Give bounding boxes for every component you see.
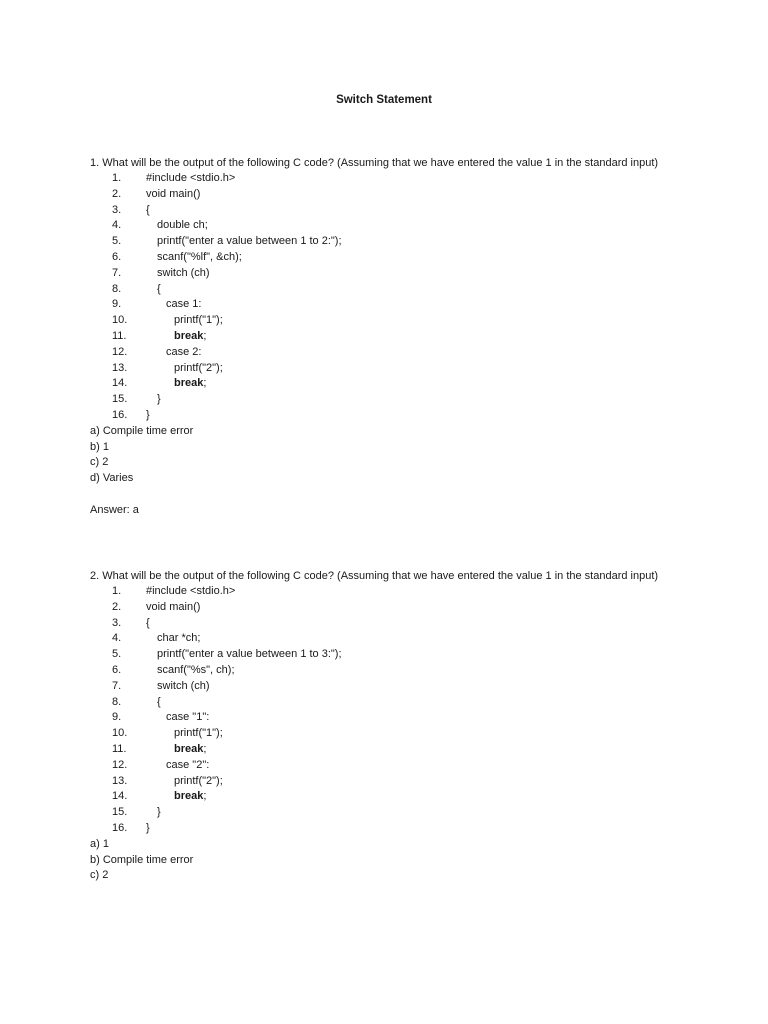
- code-line: 16. }: [112, 408, 150, 421]
- code-line: 5. printf("enter a value between 1 to 2:");: [112, 235, 342, 248]
- code-line: 7. switch (ch): [112, 679, 210, 692]
- code-line: 9. case 1:: [112, 298, 202, 311]
- question-text: 1. What will be the output of the following C code? (Assuming that we have entered the value 1 in the standard input): [90, 157, 659, 169]
- option-a: a) Compile time error: [90, 424, 194, 437]
- code-line: 15. }: [112, 806, 161, 819]
- code-line: 16. }: [112, 821, 150, 834]
- code-line: 13. printf("2");: [112, 774, 223, 787]
- question-2: [90, 568, 670, 884]
- option-d: d) Varies: [90, 472, 134, 485]
- code-line: 4. char *ch;: [112, 632, 201, 645]
- question-1: [90, 155, 670, 519]
- code-line: 8. {: [112, 695, 161, 708]
- code-line: 3. {: [112, 203, 150, 216]
- code-line: 14. break;: [112, 377, 207, 390]
- code-line: 9. case "1":: [112, 711, 210, 724]
- code-line: 7. switch (ch): [112, 266, 210, 279]
- code-line: 11. break;: [112, 742, 207, 755]
- code-line: 10. printf("1");: [112, 727, 223, 740]
- option-c: c) 2: [90, 869, 109, 882]
- code-line: 13. printf("2");: [112, 361, 223, 374]
- option-b: b) Compile time error: [90, 853, 194, 866]
- code-line: 12. case 2:: [112, 345, 202, 358]
- code-line: 2. void main(): [112, 187, 201, 200]
- code-line: 14. break;: [112, 790, 207, 803]
- code-line: 15. }: [112, 393, 161, 406]
- code-line: 11. break;: [112, 329, 207, 342]
- code-line: 2. void main(): [112, 600, 201, 613]
- option-a: a) 1: [90, 837, 109, 850]
- code-line: 10. printf("1");: [112, 314, 223, 327]
- code-line: 6. scanf("%s", ch);: [112, 663, 235, 676]
- code-line: 12. case "2":: [112, 758, 210, 771]
- code-line: 4. double ch;: [112, 219, 208, 232]
- code-line: 1. #include <stdio.h>: [112, 172, 236, 184]
- code-line: 6. scanf("%lf", &ch);: [112, 250, 242, 263]
- question-text: 2. What will be the output of the following C code? (Assuming that we have entered the value 1 in the standard input): [90, 570, 659, 582]
- code-line: 8. {: [112, 282, 161, 295]
- option-c: c) 2: [90, 456, 109, 469]
- answer-text: Answer: a: [90, 503, 139, 516]
- code-listing: [90, 171, 670, 424]
- code-line: 5. printf("enter a value between 1 to 3:");: [112, 648, 342, 661]
- code-line: 1. #include <stdio.h>: [112, 585, 236, 597]
- code-line: 3. {: [112, 616, 150, 629]
- page-title: Switch Statement: [336, 94, 432, 106]
- option-b: b) 1: [90, 440, 109, 453]
- code-listing: [90, 584, 670, 837]
